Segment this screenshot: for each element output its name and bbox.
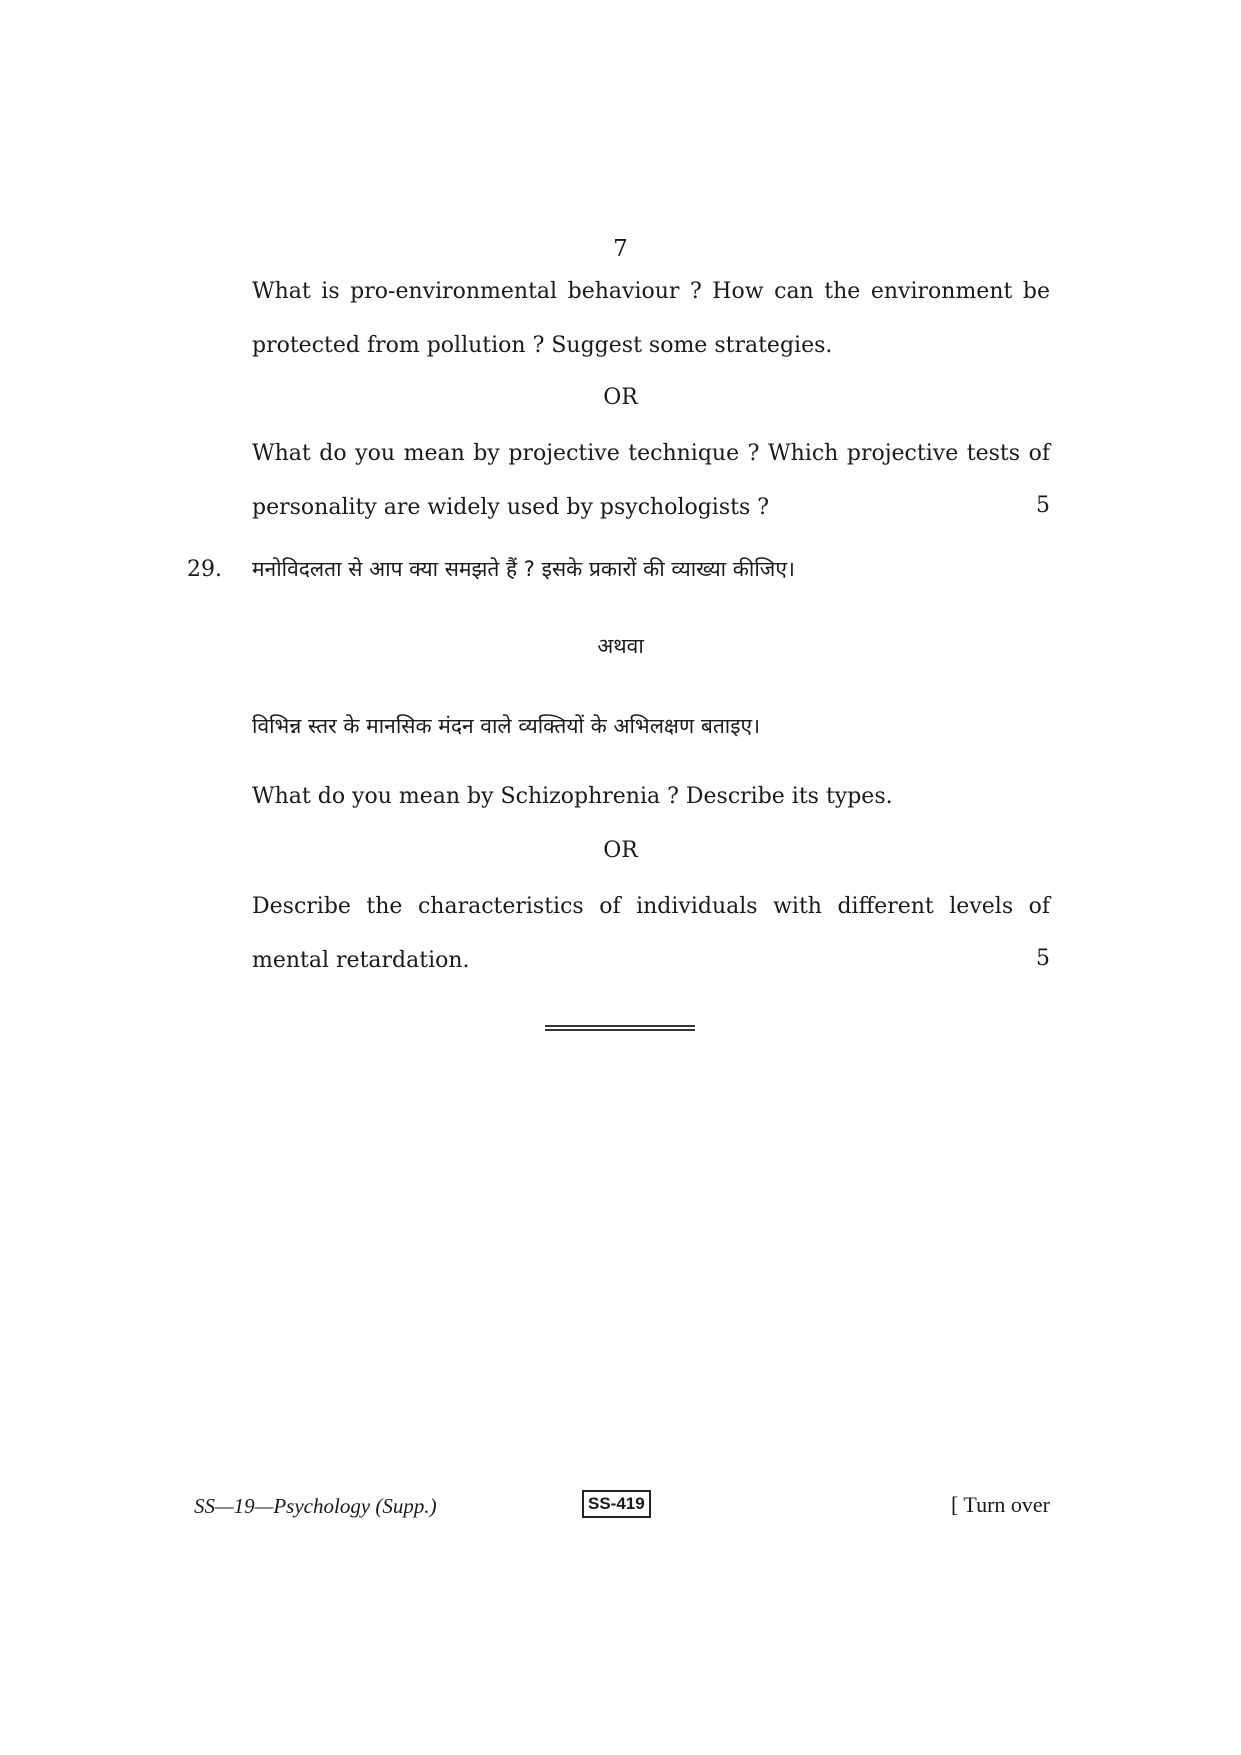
q28-marks: 5: [1036, 493, 1050, 518]
page-number: 7: [613, 236, 628, 262]
q28-alternative-english-text: What do you mean by projective technique ? Which projective tests of personality are widely used by psychologists ?: [252, 441, 1050, 520]
q29-hindi-or-label: अथवा: [597, 634, 644, 658]
q29-alternative-english-text: Describe the characteristics of individuals with different levels of mental retardation.: [252, 894, 1050, 973]
q29-or-label: OR: [603, 838, 638, 863]
end-double-rule: [545, 1025, 695, 1031]
q29-number: 29.: [187, 557, 222, 582]
footer-turn-over: [ Turn over: [950, 1492, 1050, 1517]
footer-paper-title: SS—19—Psychology (Supp.): [194, 1494, 437, 1518]
footer-paper-code: SS-419: [582, 1490, 651, 1518]
q28-english-text: What is pro-environmental behaviour ? How can the environment be protected from pollution ? Suggest some strategies.: [252, 279, 1050, 358]
q28-or-label: OR: [603, 385, 638, 410]
q29-english-text: What do you mean by Schizophrenia ? Describe its types.: [252, 784, 893, 809]
q29-hindi-text: मनोविदलता से आप क्या समझते हैं ? इसके प्रकारों की व्याख्या कीजिए।: [252, 557, 795, 581]
q29-hindi-alternative-text: विभिन्न स्तर के मानसिक मंदन वाले व्यक्तियों के अभिलक्षण बताइए।: [252, 714, 761, 738]
q29-marks: 5: [1036, 946, 1050, 971]
